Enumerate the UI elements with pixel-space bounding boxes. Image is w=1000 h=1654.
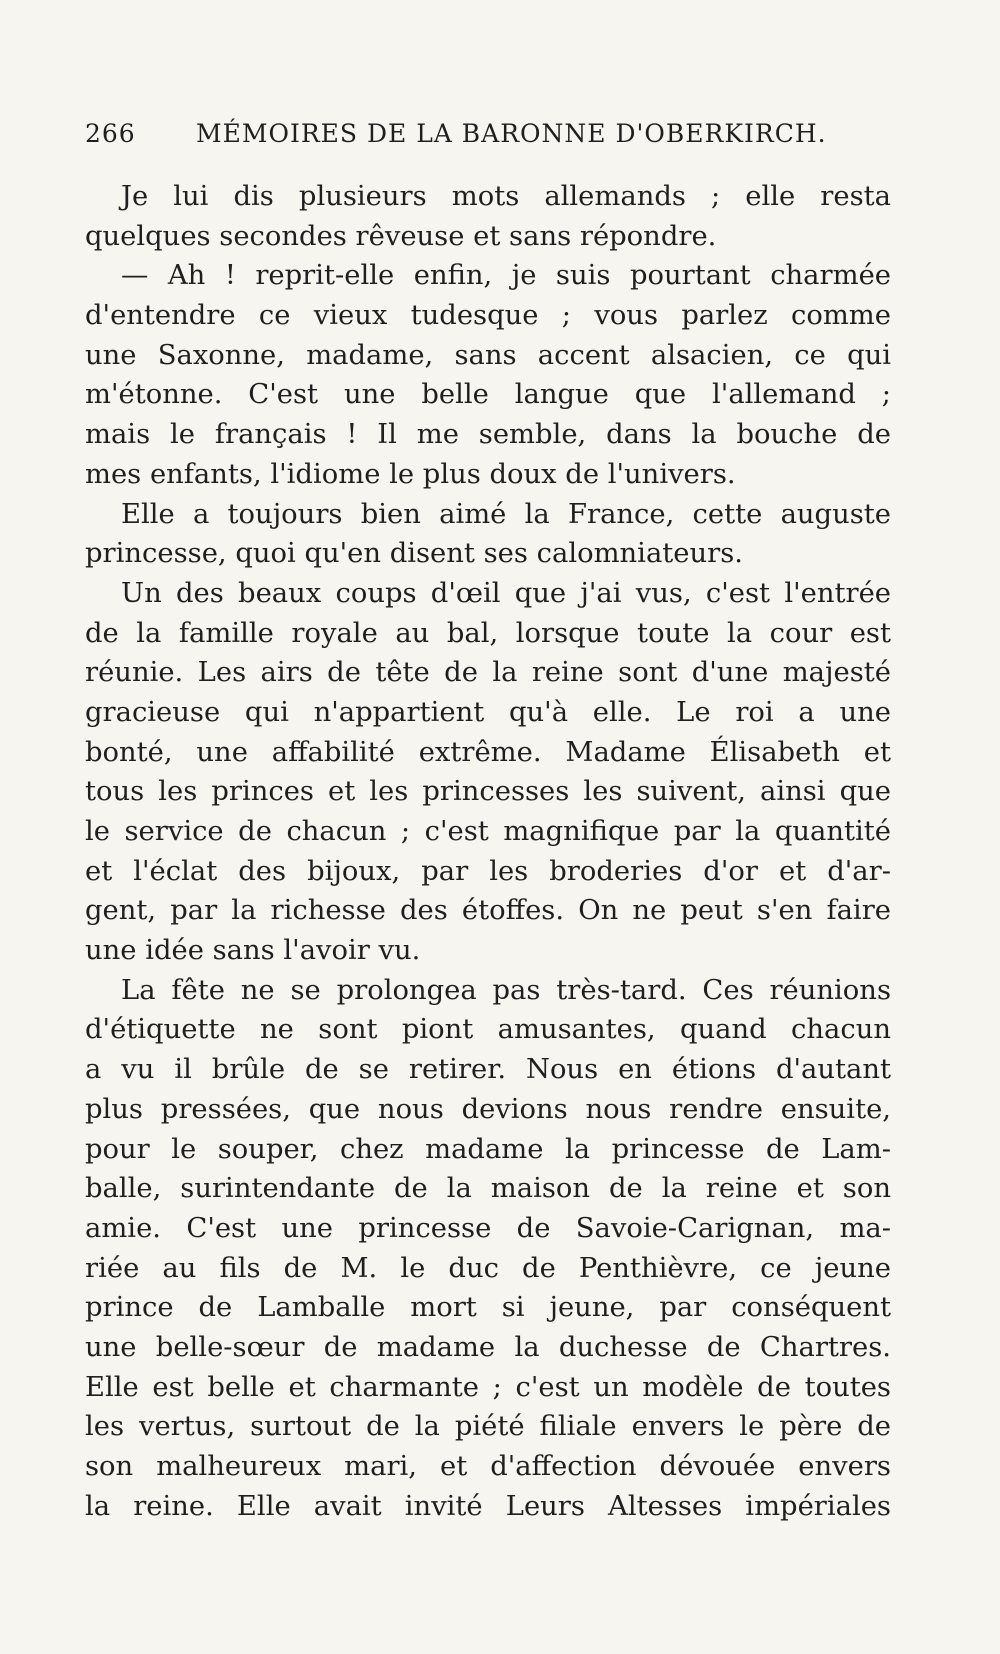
- text-line: a vu il brûle de se retirer. Nous en étions d'autant: [85, 1054, 891, 1086]
- text-line: d'étiquette ne sont piont amusantes, quand chacun: [85, 1014, 891, 1046]
- text-line: et l'éclat des bijoux, par les broderies d'or et d'ar-: [85, 855, 891, 887]
- text-line: mes enfants, l'idiome le plus doux de l'univers.: [85, 458, 736, 490]
- text-line: Elle est belle et charmante ; c'est un modèle de toutes: [85, 1371, 891, 1403]
- text-line: pour le souper, chez madame la princesse de Lam-: [85, 1133, 891, 1165]
- text-line: une Saxonne, madame, sans accent alsacien, ce qui: [85, 339, 891, 371]
- text-line: d'entendre ce vieux tudesque ; vous parlez comme: [85, 300, 891, 332]
- text-line: prince de Lamballe mort si jeune, par conséquent: [85, 1292, 891, 1324]
- running-title: MÉMOIRES DE LA BARONNE D'OBERKIRCH.: [196, 119, 827, 148]
- text-line: gent, par la richesse des étoffes. On ne peut s'en faire: [85, 895, 891, 927]
- text-line: Je lui dis plusieurs mots allemands ; elle resta: [121, 181, 891, 212]
- text-line: — Ah ! reprit-elle enfin, je suis pourtant charmée: [121, 260, 891, 292]
- text-line: balle, surintendante de la maison de la reine et son: [85, 1173, 891, 1205]
- text-line: amie. C'est une princesse de Savoie-Carignan, ma-: [85, 1212, 891, 1244]
- text-line: m'étonne. C'est une belle langue que l'allemand ;: [85, 379, 891, 411]
- text-line: Un des beaux coups d'œil que j'ai vus, c'est l'entrée: [121, 577, 891, 609]
- text-line: réunie. Les airs de tête de la reine sont d'une majesté: [85, 657, 891, 689]
- text-line: quelques secondes rêveuse et sans répondre.: [85, 220, 717, 252]
- body-text: [85, 177, 891, 1526]
- text-line: Elle a toujours bien aimé la France, cette auguste: [121, 498, 891, 530]
- text-line: bonté, une affabilité extrême. Madame Élisabeth et: [85, 736, 891, 768]
- text-line: la reine. Elle avait invité Leurs Altesses impériales: [85, 1490, 891, 1522]
- text-line: son malheureux mari, et d'affection dévouée envers: [85, 1451, 891, 1482]
- text-line: La fête ne se prolongea pas très-tard. Ces réunions: [121, 974, 891, 1006]
- text-line: le service de chacun ; c'est magnifique par la quantité: [85, 816, 891, 847]
- text-line: de la famille royale au bal, lorsque toute la cour est: [85, 617, 891, 649]
- text-line: gracieuse qui n'appartient qu'à elle. Le roi a une: [85, 696, 891, 728]
- text-line: tous les princes et les princesses les suivent, ainsi que: [85, 776, 891, 808]
- text-line: riée au fils de M. le duc de Penthièvre, ce jeune: [85, 1252, 891, 1284]
- text-line: mais le français ! Il me semble, dans la bouche de: [85, 419, 891, 451]
- text-line: une belle-sœur de madame la duchesse de Chartres.: [85, 1331, 891, 1363]
- page-number: 266: [85, 119, 136, 148]
- text-line: princesse, quoi qu'en disent ses calomniateurs.: [85, 538, 743, 570]
- text-line: plus pressées, que nous devions nous rendre ensuite,: [85, 1093, 891, 1125]
- page-header: [85, 119, 905, 155]
- text-line: une idée sans l'avoir vu.: [85, 935, 421, 967]
- text-line: les vertus, surtout de la piété filiale envers le père de: [85, 1411, 891, 1443]
